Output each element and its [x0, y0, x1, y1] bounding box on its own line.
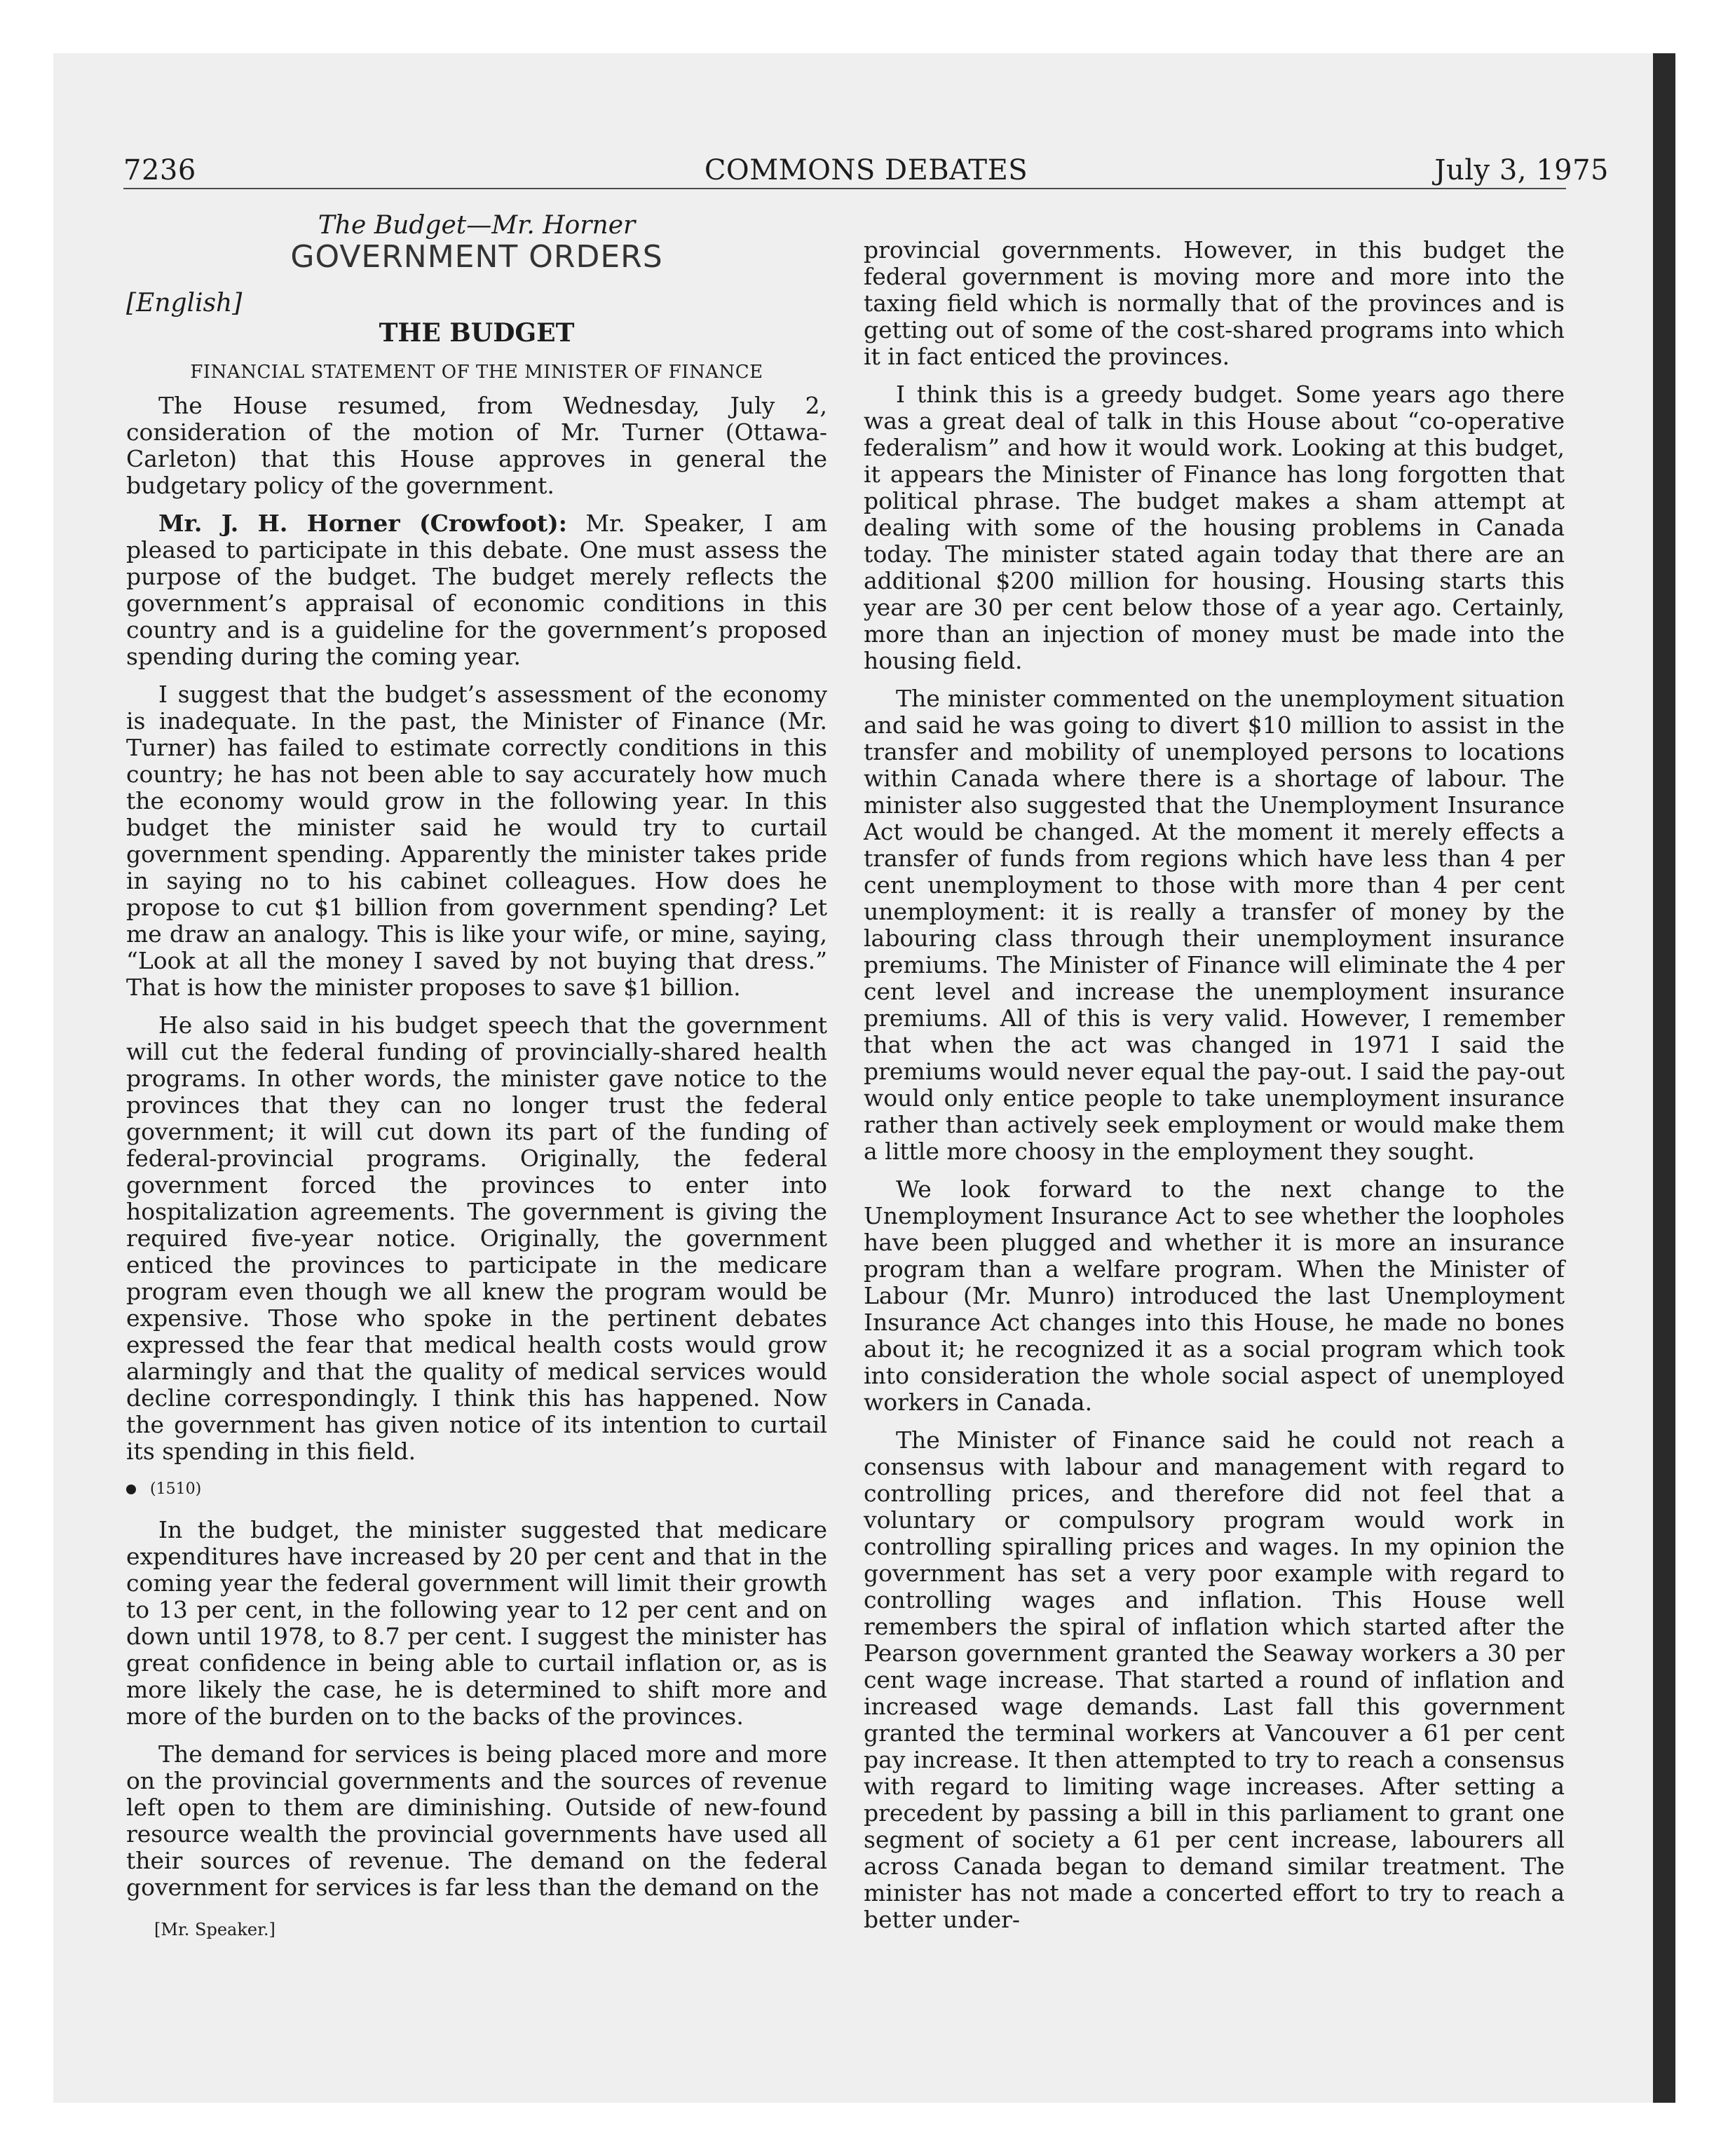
time-marker-label: (1510) — [150, 1480, 202, 1498]
right-column — [864, 237, 1565, 1944]
speaker-name: Mr. J. H. Horner (Crowfoot): — [158, 510, 567, 537]
page-header — [123, 154, 1609, 186]
bullet-icon — [126, 1485, 136, 1494]
topic-heading: THE BUDGET — [379, 318, 575, 348]
running-head: The Budget—Mr. Horner — [318, 211, 636, 240]
language-note: [English] — [126, 289, 243, 318]
paragraph: In the budget, the minister suggested that medicare expenditures have increased by 20 per cent and that in the coming year the federal government will limit their growth to 13 per cent, in the following year to 12 per cent and on down until 1978, to 8.7 per cent. I suggest the minister has great confidence in being able to curtail inflation or, as is more likely the case, he is determined to shift more and more of the burden on to the backs of the provinces. — [126, 1516, 827, 1730]
time-marker — [126, 1476, 827, 1503]
binding-edge — [1653, 53, 1675, 2103]
journal-title: COMMONS DEBATES — [704, 154, 1028, 186]
subtopic-heading: FINANCIAL STATEMENT OF THE MINISTER OF FINANCE — [190, 362, 763, 383]
paragraph: I think this is a greedy budget. Some years ago there was a great deal of talk in this House about “co-operative federalism” and how it would work. Looking at this budget, it appears the Minister of Finance has long forgotten that political phrase. The budget makes a sham attempt at dealing with some of the housing problems in Canada today. The minister stated again today that there are an additional $200 million for housing. Housing starts this year are 30 per cent below those of a year ago. Certainly, more than an injection of money must be made into the housing field. — [864, 381, 1565, 674]
paragraph: The Minister of Finance said he could not reach a consensus with labour and management with regard to controlling prices, and therefore did not feel that a voluntary or compulsory program would work in controlling spiralling prices and wages. In my opinion the government has set a very poor example with regard to controlling wages and inflation. This House well remembers the spiral of inflation which started after the Pearson government granted the Seaway workers a 30 per cent wage increase. That started a round of inflation and increased wage demands. Last fall this government granted the terminal workers at Vancouver a 61 per cent pay increase. It then attempted to try to reach a consensus with regard to limiting wage increases. After setting a precedent by passing a bill in this parliament to grant one segment of society a 61 per cent increase, labourers all across Canada began to demand similar treatment. The minister has not made a concerted effort to try to reach a better under- — [864, 1426, 1565, 1933]
speech-text: Mr. Speaker, I am pleased to participate in this debate. One must assess the purpose of the budget. The budget merely reflects the government’s appraisal of economic conditions in this country and is a guideline for the government’s proposed spending during the coming year. — [126, 510, 827, 670]
paragraph: provincial governments. However, in this budget the federal government is moving more and more into the taxing field which is normally that of the provinces and is getting out of some of the cost-shared programs into which it in fact enticed the provinces. — [864, 236, 1565, 370]
paragraph: We look forward to the next change to the Unemployment Insurance Act to see whether the loopholes have been plugged and whether it is more an insurance program than a welfare program. When the Minister of Labour (Mr. Munro) introduced the last Unemployment Insurance Act changes into this House, he made no bones about it; he recognized it as a social program which took into consideration the whole social aspect of unemployed workers in Canada. — [864, 1175, 1565, 1416]
page-number: 7236 — [123, 154, 196, 186]
paragraph: I suggest that the budget’s assessment of the economy is inadequate. In the past, the Minister of Finance (Mr. Turner) has failed to estimate correctly conditions in this country; he has not been able to say accurately how much the economy would grow in the following year. In this budget the minister said he would try to curtail government spending. Apparently the minister takes pride in saying no to his cabinet colleagues. How does he propose to cut $1 billion from government spending? Let me draw an analogy. This is like your wife, or mine, saying, “Look at all the money I saved by not buying that dress.” That is how the minister proposes to save $1 billion. — [126, 681, 827, 1001]
header-rule — [123, 188, 1566, 189]
paragraph: The demand for services is being placed more and more on the provincial governments and the sources of revenue left open to them are diminishing. Outside of new-found resource wealth the provincial governments have used all their sources of revenue. The demand on the federal government for services is far less than the demand on the — [126, 1740, 827, 1901]
left-column — [126, 210, 827, 1943]
header-date: July 3, 1975 — [1434, 154, 1609, 186]
paragraph: The House resumed, from Wednesday, July 2, consideration of the motion of Mr. Turner (Ottawa-Carleton) that this House approves in general the budgetary policy of the government. — [126, 392, 827, 499]
paragraph: He also said in his budget speech that the government will cut the federal funding of provincially-shared health programs. In other words, the minister gave notice to the provinces that they can no longer trust the federal government; it will cut down its part of the funding of federal-provincial programs. Originally, the federal government forced the provinces to enter into hospitalization agreements. The government is giving the required five-year notice. Originally, the government enticed the provinces to participate in the medicare program even though we all knew the program would be expensive. Those who spoke in the pertinent debates expressed the fear that medical health costs would grow alarmingly and that the quality of medical services would decline correspondingly. I think this has happened. Now the government has given notice of its intention to curtail its spending in this field. — [126, 1011, 827, 1465]
paragraph: The minister commented on the unemployment situation and said he was going to divert $10 million to assist in the transfer and mobility of unemployed persons to locations within Canada where there is a shortage of labour. The minister also suggested that the Unemployment Insurance Act would be changed. At the moment it merely effects a transfer of funds from regions which have less than 4 per cent unemployment to those with more than 4 per cent unemployment: it is really a transfer of money by the labouring class through their unemployment insurance premiums. The Minister of Finance will eliminate the 4 per cent level and increase the unemployment insurance premiums. All of this is very valid. However, I remember that when the act was changed in 1971 I said the premiums would never equal the pay-out. I said the pay-out would only entice people to take unemployment insurance rather than actively seek employment or would make them a little more choosy in the employment they sought. — [864, 685, 1565, 1165]
section-heading: GOVERNMENT ORDERS — [290, 239, 663, 275]
paragraph — [126, 510, 827, 670]
speaker-footer: [Mr. Speaker.] — [154, 1920, 275, 1939]
